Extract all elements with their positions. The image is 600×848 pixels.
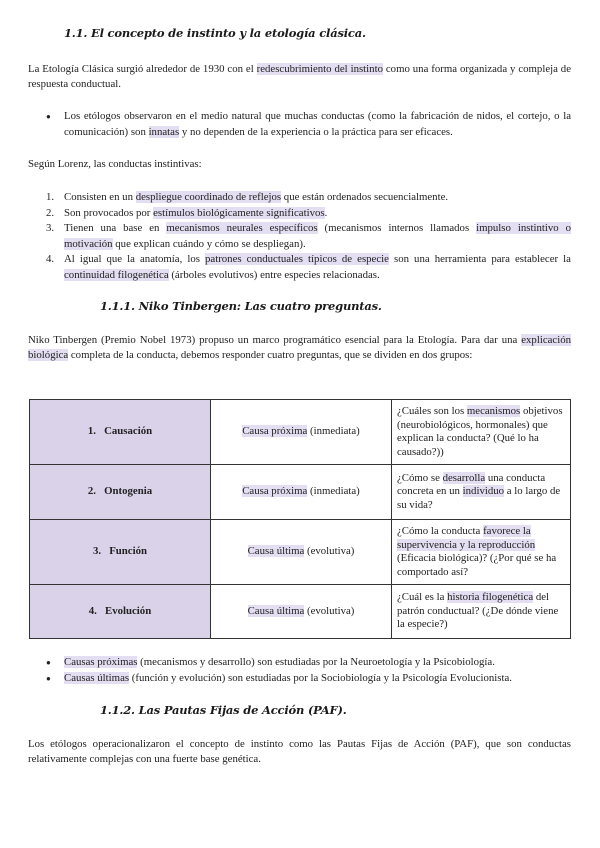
heading-instinct-ethology: 1.1. El concepto de instinto y la etología clásica. <box>64 26 366 40</box>
question-name-cell: 1. Causación <box>30 400 211 465</box>
list-item <box>46 206 571 222</box>
highlight-text: patrones conductuales típicos de especie <box>205 253 389 265</box>
bullet-icon: ● <box>46 658 51 667</box>
ethologists-bullet-list <box>46 109 571 140</box>
item-text: Al igual que la anatomía, los <box>64 253 205 265</box>
tinbergen-text-end: completa de la conducta, debemos responder cuatro preguntas, que se dividen en dos grupos: <box>68 349 473 361</box>
item-text: Consisten en un <box>64 191 136 203</box>
highlight-text: continuidad filogenética <box>64 268 169 281</box>
bullet-text: Los etólogos observaron en el medio natural que muchas conductas (como la fabricación de nidos, el cortejo, o la comunicación) son <box>64 110 571 138</box>
item-number: 2. <box>46 206 55 219</box>
table-row <box>30 585 571 639</box>
intro-paragraph <box>28 62 571 92</box>
question-cell: ¿Cuál es la historia filogenética del patrón conductual? (¿De dónde viene la especie?) <box>392 585 571 639</box>
question-cell: ¿Cómo la conducta favorece la supervivencia y la reproducción (Eficacia biológica)? (¿Por qué se ha comportado así? <box>392 520 571 585</box>
item-text: Tienen una base en <box>64 222 167 234</box>
item-text: Son provocados por <box>64 206 154 219</box>
cause-cell: Causa próxima (inmediata) <box>211 465 392 520</box>
item-text: . <box>324 206 328 219</box>
highlight-text: despliegue coordinado de reflejos <box>135 191 282 203</box>
question-name-cell: 3. Función <box>30 520 211 585</box>
item-number: 4. <box>46 253 55 265</box>
lorenz-intro: Según Lorenz, las conductas instintivas: <box>28 158 202 170</box>
causes-bullet-list <box>46 655 571 686</box>
item-number: 1. <box>46 191 55 203</box>
bullet-text: (mecanismos y desarrollo) son estudiadas por la Neuroetología y la Psicobiología. <box>137 656 495 668</box>
bullet-icon: ● <box>46 112 51 121</box>
cause-cell: Causa última (evolutiva) <box>211 520 392 585</box>
cause-cell: Causa última (evolutiva) <box>211 585 392 639</box>
highlight-innate: innatas <box>148 125 180 138</box>
highlight-proximate-causes: Causas próximas <box>64 656 138 668</box>
question-cell: ¿Cuáles son los mecanismos objetivos (neurobiológicos, hormonales) que explican la conducta? (Qué lo ha causado?)) <box>392 400 571 465</box>
lorenz-numbered-list <box>46 190 571 283</box>
highlight-biological-explanation: explicación biológica <box>28 334 571 361</box>
bullet-icon: ● <box>46 673 51 683</box>
highlight-text: impulso instintivo o motivación <box>64 222 571 250</box>
heading-fixed-action-patterns: 1.1.2. Las Pautas Fijas de Acción (PAF). <box>100 703 347 717</box>
item-text: que están ordenados secuencialmente. <box>281 191 449 203</box>
table-row <box>30 465 571 520</box>
question-name-cell: 4. Evolución <box>30 585 211 639</box>
bullet-text: (función y evolución) son estudiadas por la Sociobiología y la Psicología Evolucionista. <box>129 671 512 684</box>
list-item <box>46 109 571 140</box>
highlight-text: estímulos biológicamente significativos <box>153 206 325 219</box>
item-text: (mecanismos internos llamados <box>317 222 477 234</box>
tinbergen-questions-table <box>29 399 571 639</box>
list-item <box>46 671 571 687</box>
list-item <box>46 252 571 283</box>
intro-text: La Etología Clásica surgió alrededor de 1930 con el <box>28 63 257 75</box>
item-text: (árboles evolutivos) entre especies relacionadas. <box>168 268 380 281</box>
question-cell: ¿Cómo se desarrolla una conducta concreta en un individuo a lo largo de su vida? <box>392 465 571 520</box>
tinbergen-paragraph <box>28 333 571 363</box>
highlight-ultimate-causes: Causas últimas <box>64 671 130 684</box>
question-name-cell: 2. Ontogenia <box>30 465 211 520</box>
table-row <box>30 400 571 465</box>
highlight-text: mecanismos neurales específicos <box>166 222 318 234</box>
tinbergen-text: Niko Tinbergen (Premio Nobel 1973) propuso un marco programático esencial para la Etología. Para dar una <box>28 334 522 346</box>
heading-tinbergen: 1.1.1. Niko Tinbergen: Las cuatro preguntas. <box>100 299 382 313</box>
cause-cell: Causa próxima (inmediata) <box>211 400 392 465</box>
item-number: 3. <box>46 222 55 234</box>
list-item <box>46 655 571 671</box>
item-text: que explican cuándo y cómo se despliegan). <box>112 237 306 250</box>
list-item <box>46 190 571 206</box>
highlight-rediscovery: redescubrimiento del instinto <box>256 63 383 75</box>
item-text: son una herramienta para establecer la <box>388 253 571 265</box>
paf-paragraph: Los etólogos operacionalizaron el concepto de instinto como las Pautas Fijas de Acción (PAF), que son conductas relativamente complejas con una fuerte base genética. <box>28 738 571 765</box>
list-item <box>46 221 571 252</box>
intro-text-end: como una forma organizada y compleja de respuesta conductual. <box>28 63 571 90</box>
bullet-text-end: y no dependen de la experiencia o la práctica para ser eficaces. <box>179 125 453 138</box>
table-row <box>30 520 571 585</box>
